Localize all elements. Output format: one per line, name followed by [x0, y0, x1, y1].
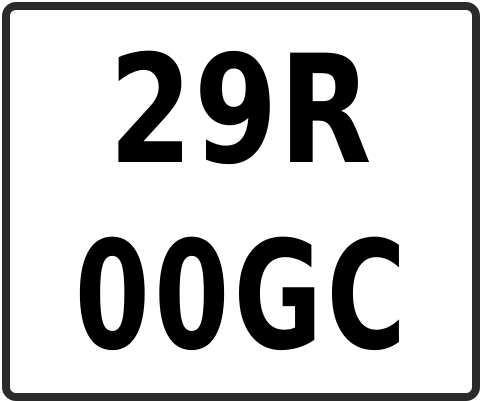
plate-line-1: 29R [108, 24, 374, 198]
license-plate [2, 2, 480, 401]
plate-line-2: 00GC [74, 210, 411, 384]
